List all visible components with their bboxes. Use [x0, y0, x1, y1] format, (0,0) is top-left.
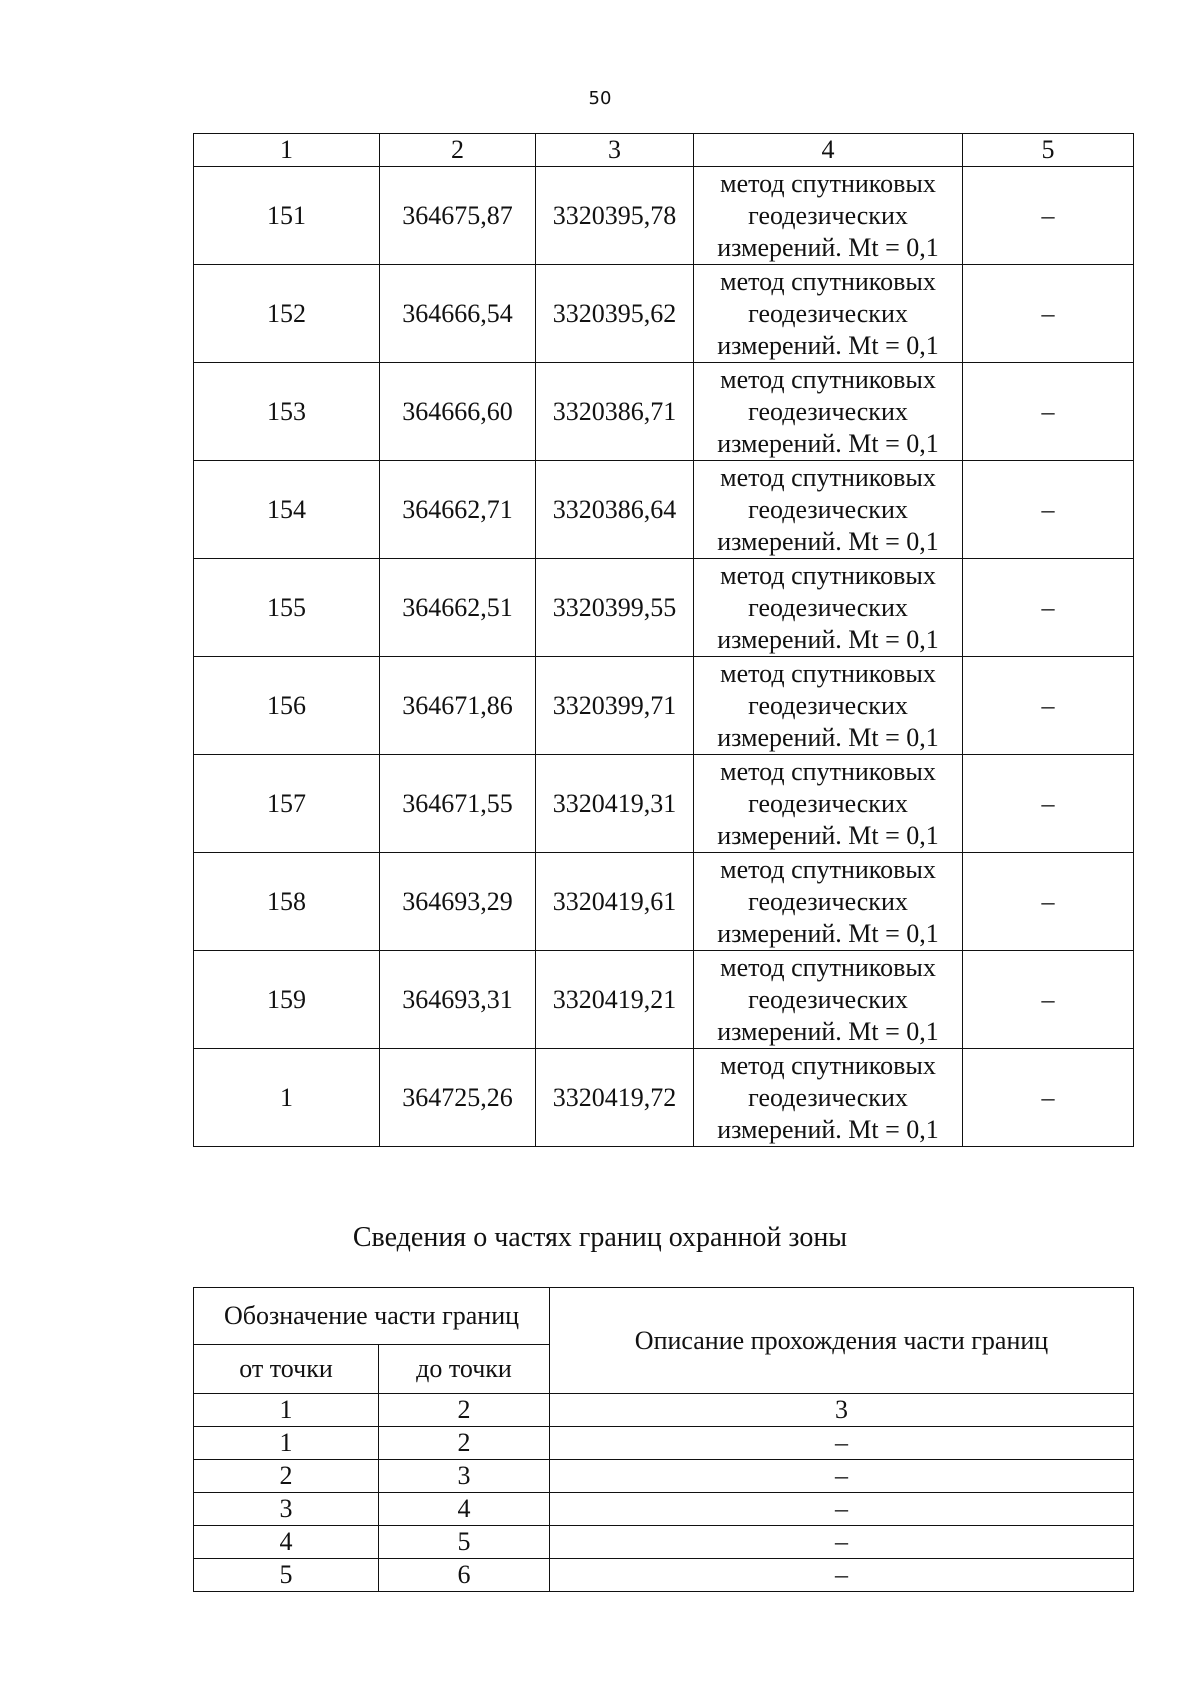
x-coordinate: 364693,31	[380, 951, 536, 1049]
y-coordinate: 3320419,21	[536, 951, 694, 1049]
boundary-parts-table	[193, 1287, 1134, 1592]
note: –	[963, 265, 1134, 363]
method-line: геодезических	[748, 592, 908, 622]
point-number: 156	[194, 657, 380, 755]
method-line: метод спутниковых	[720, 560, 936, 590]
method-description	[694, 363, 963, 461]
point-number: 157	[194, 755, 380, 853]
method-line: геодезических	[748, 298, 908, 328]
table-row	[194, 559, 1134, 657]
method-line: метод спутниковых	[720, 658, 936, 688]
method-line: геодезических	[748, 200, 908, 230]
x-coordinate: 364666,54	[380, 265, 536, 363]
x-coordinate: 364662,51	[380, 559, 536, 657]
point-number: 152	[194, 265, 380, 363]
y-coordinate: 3320395,62	[536, 265, 694, 363]
table-row	[194, 461, 1134, 559]
part-description: –	[550, 1493, 1134, 1526]
method-description	[694, 951, 963, 1049]
column-number: 4	[694, 134, 963, 167]
part-description: –	[550, 1427, 1134, 1460]
part-description: –	[550, 1559, 1134, 1592]
note: –	[963, 657, 1134, 755]
note: –	[963, 755, 1134, 853]
description-header: Описание прохождения части границ	[550, 1288, 1134, 1394]
x-coordinate: 364725,26	[380, 1049, 536, 1147]
table-row	[194, 1526, 1134, 1559]
note: –	[963, 167, 1134, 265]
method-line: геодезических	[748, 690, 908, 720]
y-coordinate: 3320419,31	[536, 755, 694, 853]
method-description	[694, 755, 963, 853]
part-description: –	[550, 1460, 1134, 1493]
section-title: Сведения о частях границ охранной зоны	[352, 1222, 848, 1253]
column-number: 3	[536, 134, 694, 167]
point-number: 158	[194, 853, 380, 951]
note: –	[963, 951, 1134, 1049]
table-row	[194, 265, 1134, 363]
method-line: метод спутниковых	[720, 168, 936, 198]
method-line: геодезических	[748, 494, 908, 524]
coordinates-table	[193, 133, 1134, 1147]
method-description	[694, 657, 963, 755]
note: –	[963, 363, 1134, 461]
method-line: измерений. Mt = 0,1	[717, 428, 939, 458]
column-number: 2	[380, 134, 536, 167]
to-point: 5	[379, 1526, 550, 1559]
method-description	[694, 559, 963, 657]
to-point: 2	[379, 1427, 550, 1460]
y-coordinate: 3320419,72	[536, 1049, 694, 1147]
method-description	[694, 167, 963, 265]
point-number: 153	[194, 363, 380, 461]
y-coordinate: 3320419,61	[536, 853, 694, 951]
part-description: –	[550, 1526, 1134, 1559]
x-coordinate: 364671,86	[380, 657, 536, 755]
x-coordinate: 364671,55	[380, 755, 536, 853]
from-point: 4	[194, 1526, 379, 1559]
to-point-header: до точки	[379, 1345, 550, 1394]
method-line: метод спутниковых	[720, 266, 936, 296]
method-line: измерений. Mt = 0,1	[717, 918, 939, 948]
x-coordinate: 364666,60	[380, 363, 536, 461]
method-line: метод спутниковых	[720, 756, 936, 786]
coordinates-header-row	[194, 134, 1134, 167]
method-line: геодезических	[748, 1082, 908, 1112]
x-coordinate: 364675,87	[380, 167, 536, 265]
method-line: измерений. Mt = 0,1	[717, 1016, 939, 1046]
table-row	[194, 363, 1134, 461]
y-coordinate: 3320386,64	[536, 461, 694, 559]
point-number: 151	[194, 167, 380, 265]
method-line: измерений. Mt = 0,1	[717, 820, 939, 850]
method-description	[694, 265, 963, 363]
parts-header-row	[194, 1288, 1134, 1345]
point-number: 159	[194, 951, 380, 1049]
column-number: 1	[194, 1394, 379, 1427]
method-line: измерений. Mt = 0,1	[717, 232, 939, 262]
y-coordinate: 3320399,71	[536, 657, 694, 755]
method-line: измерений. Mt = 0,1	[717, 722, 939, 752]
method-line: метод спутниковых	[720, 1050, 936, 1080]
from-point: 3	[194, 1493, 379, 1526]
method-line: метод спутниковых	[720, 462, 936, 492]
table-row	[194, 1460, 1134, 1493]
point-number: 154	[194, 461, 380, 559]
table-row	[194, 951, 1134, 1049]
note: –	[963, 1049, 1134, 1147]
point-number: 1	[194, 1049, 380, 1147]
designation-header: Обозначение части границ	[194, 1288, 550, 1345]
method-line: геодезических	[748, 788, 908, 818]
point-number: 155	[194, 559, 380, 657]
to-point: 3	[379, 1460, 550, 1493]
from-point: 1	[194, 1427, 379, 1460]
to-point: 4	[379, 1493, 550, 1526]
table-row	[194, 657, 1134, 755]
page-number: 50	[588, 88, 612, 109]
note: –	[963, 559, 1134, 657]
table-row	[194, 1427, 1134, 1460]
method-line: геодезических	[748, 886, 908, 916]
table-row	[194, 755, 1134, 853]
method-description	[694, 461, 963, 559]
y-coordinate: 3320386,71	[536, 363, 694, 461]
parts-column-numbers-row	[194, 1394, 1134, 1427]
method-description	[694, 1049, 963, 1147]
table-row	[194, 1559, 1134, 1592]
table-row	[194, 1049, 1134, 1147]
column-number: 3	[550, 1394, 1134, 1427]
method-line: метод спутниковых	[720, 364, 936, 394]
method-line: измерений. Mt = 0,1	[717, 330, 939, 360]
column-number: 2	[379, 1394, 550, 1427]
from-point: 5	[194, 1559, 379, 1592]
method-line: измерений. Mt = 0,1	[717, 624, 939, 654]
column-number: 5	[963, 134, 1134, 167]
column-number: 1	[194, 134, 380, 167]
note: –	[963, 461, 1134, 559]
x-coordinate: 364693,29	[380, 853, 536, 951]
table-row	[194, 853, 1134, 951]
x-coordinate: 364662,71	[380, 461, 536, 559]
note: –	[963, 853, 1134, 951]
y-coordinate: 3320399,55	[536, 559, 694, 657]
method-line: метод спутниковых	[720, 854, 936, 884]
from-point: 2	[194, 1460, 379, 1493]
table-row	[194, 167, 1134, 265]
y-coordinate: 3320395,78	[536, 167, 694, 265]
method-line: измерений. Mt = 0,1	[717, 526, 939, 556]
method-line: метод спутниковых	[720, 952, 936, 982]
method-line: геодезических	[748, 984, 908, 1014]
method-description	[694, 853, 963, 951]
method-line: измерений. Mt = 0,1	[717, 1114, 939, 1144]
method-line: геодезических	[748, 396, 908, 426]
to-point: 6	[379, 1559, 550, 1592]
from-point-header: от точки	[194, 1345, 379, 1394]
table-row	[194, 1493, 1134, 1526]
